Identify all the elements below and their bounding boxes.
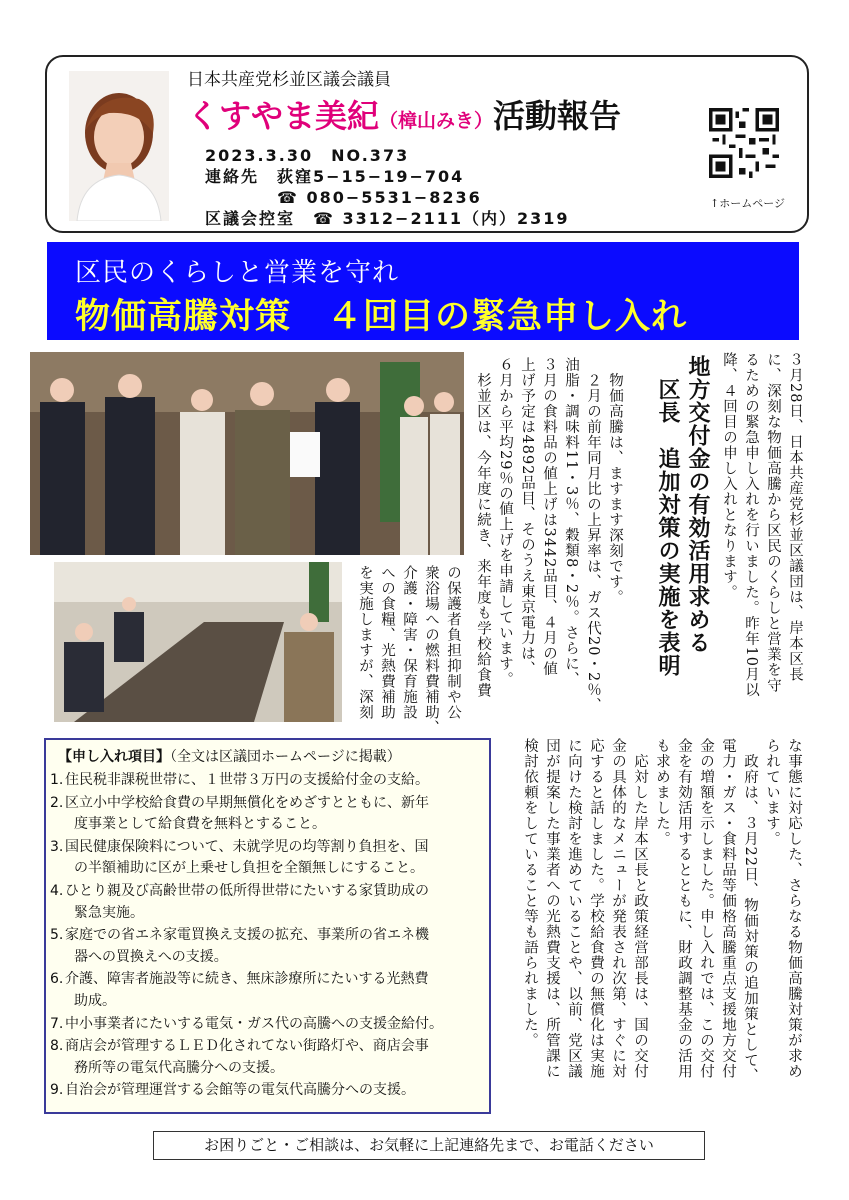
org-label: 日本共産党杉並区議会議員	[187, 70, 391, 90]
contact-tel: ☎ 080−5531−8236	[205, 188, 482, 207]
name-kana: （樟山みき）	[379, 110, 494, 132]
footer-contact-note: お困りごと・ご相談は、お気軽に上記連絡先まで、お電話ください	[153, 1131, 705, 1160]
request-item: 9. 自治会が管理運営する会館等の電気代高騰分への支援。	[50, 1082, 415, 1099]
request-items-title	[58, 746, 401, 766]
article-intro: ３月28日、日本共産党杉並区議団は、岸本区長 に、深刻な物価高騰から区民のくらしと営業を守 るための緊急申し入れを行いました。昨年10月以 降、４回目の申し入れとなります。	[721, 352, 803, 698]
portrait-photo	[69, 71, 169, 221]
article-headline: 地方交付金の有効活用求める 区長 追加対策の実施を表明	[655, 355, 710, 677]
contact-address: 連絡先 荻窪5−15−19−704	[205, 167, 465, 186]
banner-subtitle: 区民のくらしと営業を守れ	[75, 258, 400, 288]
request-item: 7. 中小事業者にたいする電気・ガス代の高騰への支援金給付。	[50, 1015, 443, 1032]
request-item-list	[50, 770, 490, 1103]
request-item: 1. 住民税非課税世帯に、１世帯３万円の支援給付金の支給。	[50, 772, 429, 788]
headline-banner	[47, 242, 799, 340]
header-box	[45, 55, 809, 233]
homepage-qr-code[interactable]	[709, 107, 779, 179]
office-tel: 区議会控室 ☎ 3312−2111（内）2319	[205, 209, 570, 228]
banner-title: 物価高騰対策 ４回目の緊急申し入れ	[75, 297, 688, 337]
name-main: くすやま美紀	[187, 97, 380, 135]
issue-date-number: 2023.3.30 NO.373	[205, 146, 410, 165]
qr-caption: ↑ホームページ	[710, 197, 785, 210]
report-label: 活動報告	[493, 97, 622, 135]
meeting-group-photo	[30, 352, 464, 555]
request-item: 6. 介護、障害者施設等に続き、無床診療所にたいする光熱費 助成。	[50, 971, 429, 1009]
request-title-note: （全文は区議団ホームページに掲載）	[170, 749, 401, 765]
article-body-1: 物価高騰は、ますます深刻です。 ２月の前年同月比の上昇率は、ガス代20・2％、 油脂・調味料11・3％、穀類8・2％。さらに、 ３月の食料品の値上げは3442品目、４月の値 上げ予定は4892品目、そのうえ東京電力は、 ６月から平均29％の値上げを申請しています。 杉並区は、今年度に続き、来年度も学校給食費	[475, 357, 623, 714]
request-item: 8. 商店会が管理するＬＥＤ化されてない街路灯や、商店会事 務所等の電気代高騰分への支援。	[50, 1038, 429, 1076]
request-item: 3. 国民健康保険料について、未就学児の均等割り負担を、国 の半額補助に区が上乗せし負担を全額無しにすること。	[50, 838, 429, 877]
meeting-table-photo	[54, 562, 342, 722]
request-title-label: 【申し入れ項目】	[58, 749, 170, 765]
article-body-3: な事態に対応した、さらなる物価高騰対策が求め られています。 政府は、３月22日、物価対策の追加策として、 電力・ガス・食料品等価格高騰重点支援地方交付 金の増額を示しました。申し入れでは、この交付 金を有効活用するとともに、財政調整基金の活用 も求めました。 応対した岸本区長と政策経営部長は、国の交付 金の具体的なメニューが発表され次第、すぐに対 応すると話しました。学校給食費の無償化は実施 に向けた検討を進めていることや、以前、党区議 団が提案した事業者への光熱費支援は、所管課に 検討依頼をしていること等も語られました。	[522, 738, 802, 1084]
request-item: 5. 家庭での省エネ家電買換え支援の拡充、事業所の省エネ機 器への買換えへの支援。	[50, 927, 429, 965]
member-name	[187, 91, 621, 137]
article-body-2: の保護者負担抑制や公 衆浴場への燃料費補助、 介護・障害・保育施設 への食糧、光熱費補助 を実施しますが、深刻	[357, 565, 461, 736]
request-item: 2. 区立小中学校給食費の早期無償化をめざすとともに、新年 度事業として給食費を無料とすること。	[50, 794, 429, 833]
request-items-box	[44, 738, 491, 1114]
request-item: 4. ひとり親及び高齢世帯の低所得世帯にたいする家賃助成の 緊急実施。	[50, 882, 429, 921]
